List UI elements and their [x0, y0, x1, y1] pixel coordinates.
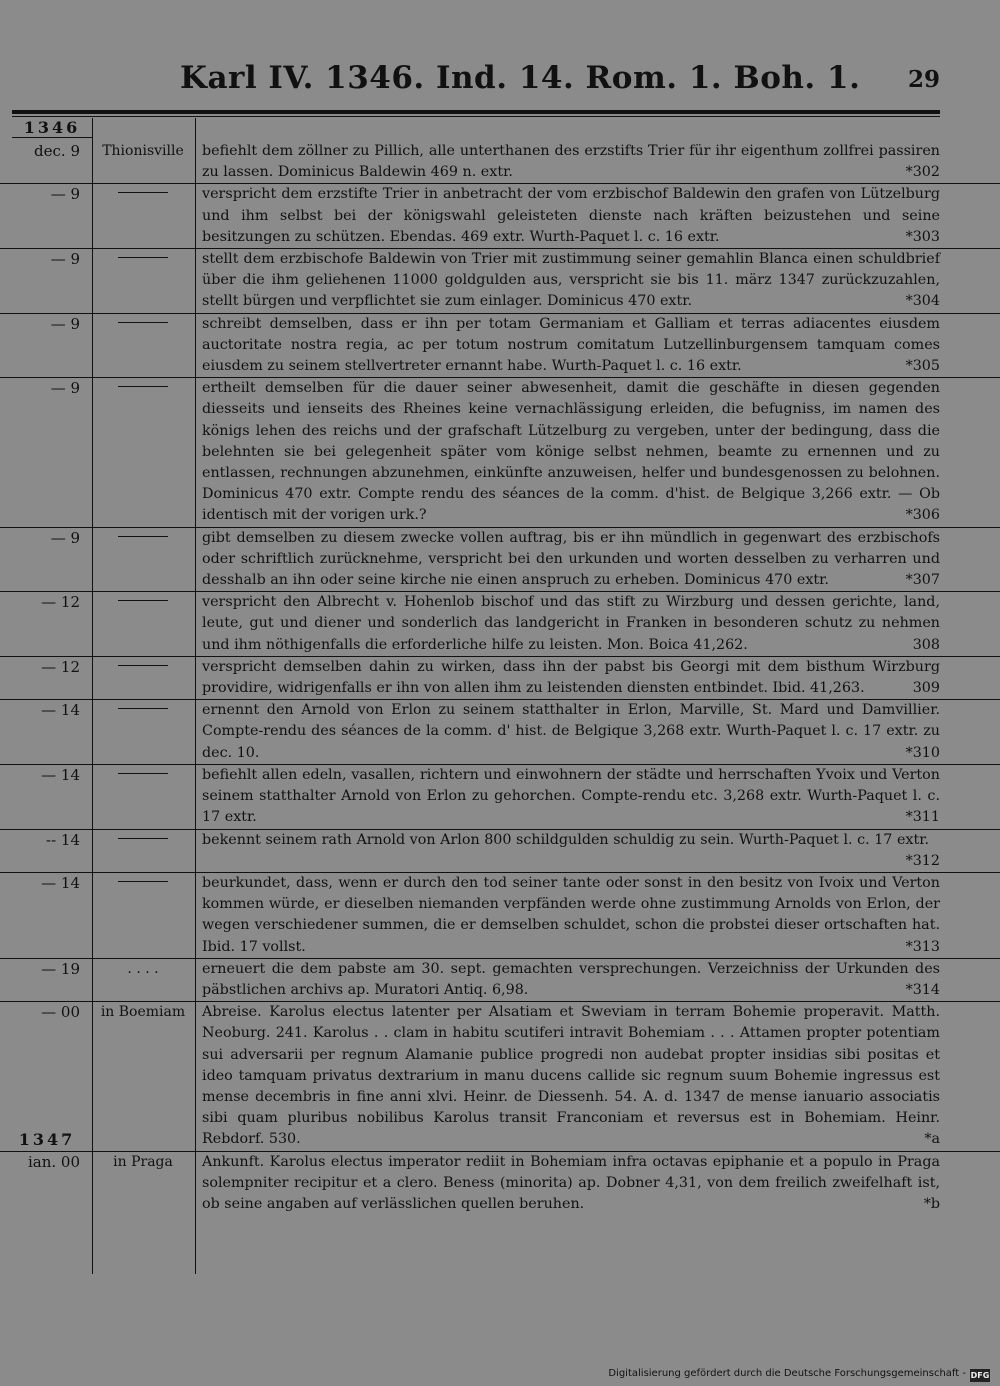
entry-number: *314: [905, 981, 940, 998]
entry-place: [95, 528, 191, 549]
running-title: Karl IV. 1346. Ind. 14. Rom. 1. Boh. 1.: [180, 60, 861, 96]
regesta-table: [0, 141, 1000, 1215]
entry-text: [202, 959, 940, 1001]
entry-date: — 14: [41, 701, 80, 720]
regest-entry: [0, 959, 1000, 1002]
ditto-dash: [118, 192, 168, 193]
entry-body: schreibt demselben, dass er ihn per totam Germaniam et Galliam et terras adiacentes eiusdem auctoritate nostra regia, ac per totum nostrum comitatum Lutzellinburgensem tamquam comes eiusdem zu seinem stellvertreter ernannt habe. Wurth-Paquet l. c. 16 extr.: [202, 315, 940, 375]
entry-number: 309: [912, 680, 940, 697]
regest-entry: [0, 592, 1000, 657]
ditto-dash: [118, 536, 168, 537]
entry-number: *a: [924, 1131, 940, 1148]
year-label-1347: 1347: [18, 1129, 76, 1149]
regest-entry: [0, 765, 1000, 830]
regest-entry: [0, 528, 1000, 593]
entry-date: — 9: [50, 250, 80, 269]
entry-date: — 9: [50, 185, 80, 204]
entry-body: ertheilt demselben für die dauer seiner abwesenheit, damit die geschäfte in diesen gegenden diesseits und ienseits des Rheines keine vernachlässigung erleiden, die befugniss, im namen des königs lehen des reichs und der grafschaft Lützelburg zu vergeben, unter der bedingung, dass die belehnten sie bei gelegenheit später vom könige selbst nehmen, beamte zu ernennen und zu entlassen, rechnungen abzunehmen, einkünfte anzuweisen, helfer und bundesgenossen zu belohnen. Dominicus 470 extr. Compte rendu des séances de la comm. d'hist. de Belgique 3,266 extr. — Ob identisch mit der vorigen urk.?: [202, 380, 940, 524]
entry-place: [95, 249, 191, 270]
entry-number: *311: [905, 809, 940, 826]
entry-text: [202, 765, 940, 829]
entry-text: [202, 378, 940, 526]
entry-place: Thionisville: [102, 143, 184, 159]
regest-entry: [0, 873, 1000, 959]
entry-text: [202, 657, 940, 699]
entry-date: — 14: [41, 873, 80, 892]
entry-body: erneuert die dem pabste am 30. sept. gemachten versprechungen. Verzeichniss der Urkunden des päbstlichen archivs ap. Muratori Antiq. 6,98.: [202, 960, 940, 998]
entry-place: [95, 592, 191, 613]
entry-text: [202, 1152, 940, 1216]
entry-place: [95, 873, 191, 894]
page-number: 29: [908, 66, 941, 93]
ditto-dash: [118, 708, 168, 709]
entry-number: *b: [923, 1195, 940, 1212]
regest-entry: [0, 314, 1000, 379]
entry-place: [95, 378, 191, 399]
ditto-dash: [118, 322, 168, 323]
entry-body: bekennt seinem rath Arnold von Arlon 800 schildgulden schuldig zu sein. Wurth-Paquet l. c. 17 extr.: [202, 831, 930, 848]
entry-date: dec. 9: [34, 142, 80, 160]
entry-place: [95, 765, 191, 786]
entry-date: — 9: [50, 314, 80, 333]
entry-place: . . . .: [127, 960, 159, 977]
entry-date: — 9: [50, 528, 80, 547]
entry-date: — 00: [41, 1003, 80, 1022]
entry-number: 308: [912, 636, 940, 653]
ditto-dash: [118, 386, 168, 387]
entry-text: [202, 528, 940, 592]
entry-text: [202, 141, 940, 183]
ditto-dash: [118, 838, 168, 839]
entry-date: — 19: [41, 959, 80, 978]
ditto-dash: [118, 600, 168, 601]
entry-date: — 9: [50, 379, 80, 398]
entry-place: [95, 657, 191, 678]
header-rule-thin: [12, 116, 940, 117]
footer-credit: Digitalisierung gefördert durch die Deutsche Forschungsgemeinschaft -: [608, 1368, 966, 1379]
entry-text: [202, 314, 940, 378]
entry-text: [202, 184, 940, 248]
entry-body: ernennt den Arnold von Erlon zu seinem statthalter in Erlon, Marville, St. Mard und Damvillier. Compte-rendu des séances de la comm. d' hist. de Belgique 3,268 extr. Wurth-Paquet l. c. 17 extr. zu dec. 10.: [202, 702, 940, 761]
entry-body: verspricht dem erzstifte Trier in anbetracht der vom erzbischof Baldewin den grafen von Lützelburg und ihm selbst bei der königswahl geleisteten dienste nach kräften beizustehen und seine besitzungen zu schützen. Ebendas. 469 extr. Wurth-Paquet l. c. 16 extr.: [202, 186, 940, 245]
entry-place: [95, 314, 191, 335]
entry-number: *313: [905, 938, 940, 955]
entry-body: Ankunft. Karolus electus imperator rediit in Bohemiam infra octavas epiphanie et a populo in Praga solempniter recipitur et a clero. Beness (minorita) ap. Dobner 4,31, von dem freilich zweifelhaft ist, ob seine angaben auf verlässlichen quellen beruhen.: [202, 1153, 940, 1212]
year-label-1346: 1346: [12, 118, 92, 138]
entry-number: *312: [905, 852, 940, 869]
entry-date: — 14: [41, 765, 80, 784]
entry-date: ian. 00: [27, 1152, 80, 1171]
entry-number: *306: [905, 507, 940, 524]
entry-body: beurkundet, dass, wenn er durch den tod seiner tante oder sonst in den besitz von Ivoix und Verton kommen würde, er dieselben niemanden verpfänden werde ohne zustimmung Arnolds von Erlon, der wegen verschiedener summen, die er demselben schuldet, schon die probstei dieser ortschaften hat. Ibid. 17 vollst.: [202, 874, 940, 955]
entry-number: *307: [905, 572, 940, 589]
entry-text: [202, 592, 940, 656]
regest-entry: [0, 1002, 1000, 1151]
entry-date: -- 14: [46, 830, 80, 849]
entry-body: gibt demselben zu diesem zwecke vollen auftrag, bis er ihn mündlich in gegenwart des erzbischofs oder schriftlich zurücknehme, verspricht bei den urkunden und worten desselben zu verharren und desshalb an ihn oder seine kirche nie einen anspruch zu erheben. Dominicus 470 extr.: [202, 529, 940, 589]
regest-entry: [0, 378, 1000, 527]
entry-text: [202, 1002, 940, 1150]
entry-date: — 12: [41, 593, 80, 612]
entry-text: [202, 830, 940, 872]
page-header: [0, 58, 1000, 104]
entry-text: [202, 700, 940, 764]
entry-place: in Praga: [113, 1153, 173, 1170]
regest-entry: [0, 1152, 1000, 1216]
entry-number: *302: [905, 164, 940, 181]
entry-date: — 12: [41, 657, 80, 676]
entry-place: [95, 830, 191, 851]
entry-body: verspricht demselben dahin zu wirken, dass ihn der pabst bis Georgi mit dem bisthum Wirzburg providire, widrigenfalls er ihn von allen ihm zu leistenden diensten entbindet. Ibid. 41,263.: [202, 658, 940, 697]
ditto-dash: [118, 773, 168, 774]
regest-entry: [0, 830, 1000, 873]
entry-number: *310: [905, 744, 940, 761]
regest-entry: [0, 249, 1000, 314]
entry-place: [95, 700, 191, 721]
entry-number: *305: [905, 358, 940, 375]
ditto-dash: [118, 257, 168, 258]
ditto-dash: [118, 881, 168, 882]
regest-entry: [0, 700, 1000, 765]
entry-text: [202, 873, 940, 958]
entry-body: befiehlt dem zöllner zu Pillich, alle unterthanen des erzstifts Trier für ihr eigenthum zollfrei passiren zu lassen. Dominicus Baldewin 469 n. extr.: [202, 143, 940, 181]
regest-entry: [0, 657, 1000, 700]
entry-number: *303: [905, 228, 940, 245]
ditto-dash: [118, 665, 168, 666]
entry-text: [202, 249, 940, 313]
footer: [0, 1368, 1000, 1386]
entry-place: [95, 184, 191, 205]
regest-entry: [0, 184, 1000, 249]
entry-number: *304: [905, 293, 940, 310]
entry-body: stellt dem erzbischofe Baldewin von Trier mit zustimmung seiner gemahlin Blanca einen schuldbrief über die ihm geliehenen 11000 goldgulden aus, verspricht sie bis 11. märz 1347 zurückzuzahlen, stellt bürgen und verpflichtet sie zum einlager. Dominicus 470 extr.: [202, 251, 940, 310]
entry-place: in Boemiam: [100, 1004, 186, 1021]
header-rule: [12, 110, 940, 114]
regest-entry: [0, 141, 1000, 184]
entry-body: befiehlt allen edeln, vasallen, richtern und einwohnern der städte und herrschaften Yvoix und Verton seinem statthalter Arnold von Erlon zu gehorchen. Compte-rendu etc. 3,268 extr. Wurth-Paquet l. c. 17 extr.: [202, 766, 940, 826]
entry-body: Abreise. Karolus electus latenter per Alsatiam et Sweviam in terram Bohemie properavit. Matth. Neoburg. 241. Karolus . . clam in habitu scutiferi intravit Bohemiam . . . Attamen propter potentiam sui adversarii per regnum Alamanie publice progredi non audebat propter insidias sibi positas et ideo tamquam privatus dextrarium in manu ducens callide sic regnum suum Bohemie ingressus est mense decembris in fine anni xlvi. Heinr. de Diessenh. 54. A. d. 1347 de mense ianuario associatis sibi quam pluribus nobilibus Karolus transit Franconiam et reversus est in Bohemiam. Heinr. Rebdorf. 530.: [202, 1004, 940, 1148]
dfg-logo-icon: DFG: [970, 1371, 990, 1380]
entry-body: verspricht den Albrecht v. Hohenlob bischof und das stift zu Wirzburg und dessen gerichte, land, leute, gut und diener und sonderlich das landgericht in Franken in besonderen schutz zu nehmen und ihm nöthigenfalls die erforderliche hilfe zu leisten. Mon. Boica 41,262.: [202, 594, 940, 653]
